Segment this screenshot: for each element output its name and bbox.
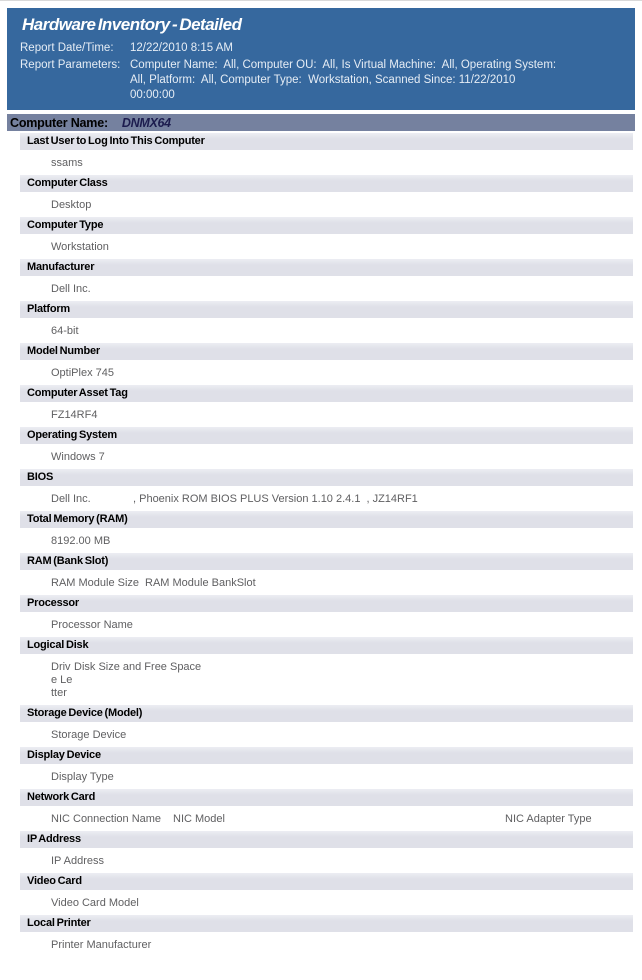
section-logical-disk <box>20 637 633 705</box>
section-computer-type-value: Workstation <box>51 241 109 253</box>
section-manufacturer <box>20 259 633 301</box>
section-ram-columns-row <box>20 570 633 595</box>
section-storage-device-header: Storage Device (Model) <box>20 705 633 722</box>
bios-version: , Phoenix ROM BIOS PLUS Version 1.10 2.4.1 <box>133 493 361 505</box>
section-local-printer-value: Printer Manufacturer <box>51 939 152 951</box>
section-bios <box>20 469 633 511</box>
section-computer-class <box>20 175 633 217</box>
section-processor <box>20 595 633 637</box>
section-model-number <box>20 343 633 385</box>
bios-serial: , JZ14RF1 <box>366 493 418 505</box>
section-manufacturer-header: Manufacturer <box>20 259 633 276</box>
section-bios-header: BIOS <box>20 469 633 486</box>
section-platform-header: Platform <box>20 301 633 318</box>
section-display-device-header: Display Device <box>20 747 633 764</box>
section-asset-tag <box>20 385 633 427</box>
computer-name-bar <box>7 114 635 131</box>
section-total-memory-header: Total Memory (RAM) <box>20 511 633 528</box>
section-local-printer-header: Local Printer <box>20 915 633 932</box>
section-network-card-header: Network Card <box>20 789 633 806</box>
section-last-user-header: Last User to Log Into This Computer <box>20 133 633 150</box>
section-asset-tag-header: Computer Asset Tag <box>20 385 633 402</box>
section-network-columns-row <box>20 806 633 831</box>
section-computer-type <box>20 217 633 259</box>
section-platform <box>20 301 633 343</box>
section-ip-address <box>20 831 633 873</box>
section-ip-address-header: IP Address <box>20 831 633 848</box>
section-logical-disk-columns-row <box>20 654 633 705</box>
section-operating-system <box>20 427 633 469</box>
drive-letter-column: Drive Letter <box>51 661 73 699</box>
section-local-printer <box>20 915 633 957</box>
ram-module-size-column: RAM Module Size <box>51 577 140 589</box>
sections-list <box>7 133 635 957</box>
section-display-device-value: Display Type <box>51 771 114 783</box>
section-ram-bank-slot-header: RAM (Bank Slot) <box>20 553 633 570</box>
ram-module-bankslot-column: RAM Module BankSlot <box>145 577 256 589</box>
section-ip-address-value: IP Address <box>51 855 104 867</box>
section-model-number-value: OptiPlex 745 <box>51 367 114 379</box>
computer-name-value: DNMX64 <box>121 115 171 130</box>
nic-adapter-type-column: NIC Adapter Type <box>505 813 592 825</box>
section-computer-class-value: Desktop <box>51 199 92 211</box>
section-storage-device-value: Storage Device <box>51 729 127 741</box>
section-video-card <box>20 873 633 915</box>
section-operating-system-header: Operating System <box>20 427 633 444</box>
section-network-card <box>20 789 633 831</box>
section-total-memory-value: 8192.00 MB <box>51 535 111 547</box>
section-video-card-value: Video Card Model <box>51 897 139 909</box>
report-title: Hardware Inventory - Detailed <box>22 15 242 34</box>
section-video-card-header: Video Card <box>20 873 633 890</box>
section-processor-value: Processor Name <box>51 619 133 631</box>
report-page <box>0 1 642 964</box>
section-last-user-value: ssams <box>51 157 83 169</box>
nic-connection-name-column: NIC Connection Name <box>51 813 162 825</box>
section-asset-tag-value: FZ14RF4 <box>51 409 98 421</box>
nic-model-column: NIC Model <box>173 813 225 825</box>
section-platform-value: 64-bit <box>51 325 79 337</box>
section-storage-device <box>20 705 633 747</box>
section-bios-value-row <box>20 486 633 511</box>
report-header <box>7 8 635 110</box>
section-computer-type-header: Computer Type <box>20 217 633 234</box>
report-date-label: Report Date/Time: <box>20 42 114 54</box>
section-processor-header: Processor <box>20 595 633 612</box>
section-manufacturer-value: Dell Inc. <box>51 283 91 295</box>
report-params-value: Computer Name: All, Computer OU: All, Is Virtual Machine: All, Operating System: All, Platform: All, Computer Type: Workstation, Scanned Since: 11/22/2010 00:00:00 <box>130 59 562 101</box>
computer-name-label: Computer Name: <box>10 115 108 130</box>
section-operating-system-value: Windows 7 <box>51 451 105 463</box>
bios-manufacturer: Dell Inc. <box>51 493 91 505</box>
section-display-device <box>20 747 633 789</box>
section-total-memory <box>20 511 633 553</box>
section-last-user <box>20 133 633 175</box>
report-date-row <box>13 41 629 56</box>
section-model-number-header: Model Number <box>20 343 633 360</box>
section-computer-class-header: Computer Class <box>20 175 633 192</box>
disk-size-column: Disk Size and Free Space <box>74 661 202 673</box>
report-date-value: 12/22/2010 8:15 AM <box>130 42 233 54</box>
section-logical-disk-header: Logical Disk <box>20 637 633 654</box>
report-params-row <box>13 58 629 103</box>
section-ram-bank-slot <box>20 553 633 595</box>
report-params-label: Report Parameters: <box>20 59 121 71</box>
